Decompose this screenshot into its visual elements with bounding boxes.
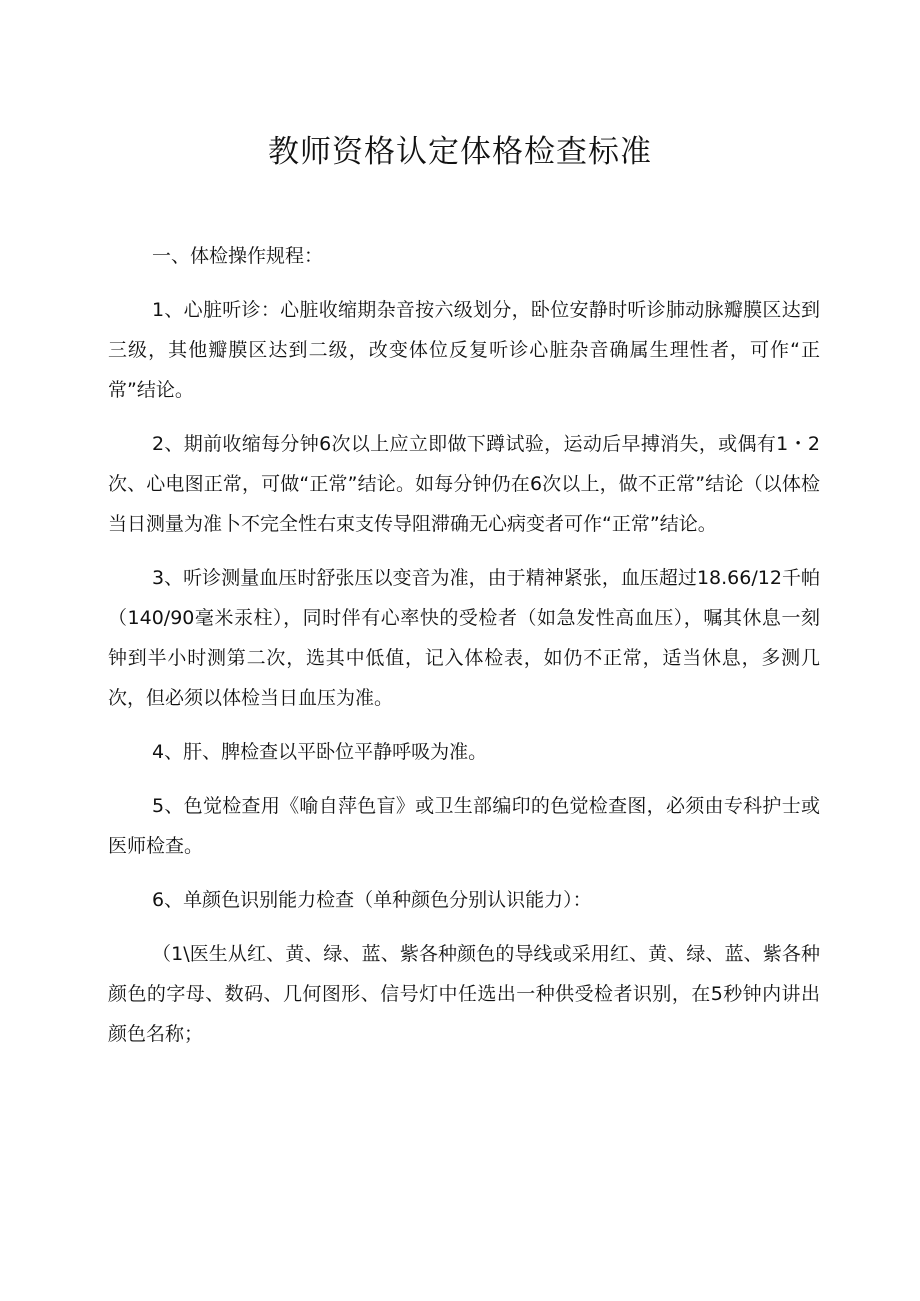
document-body xyxy=(108,236,820,1054)
paragraph: （1\医生从红、黄、绿、蓝、紫各种颜色的导线或采用红、黄、绿、蓝、紫各种颜色的字母、数码、几何图形、信号灯中任选出一种供受检者识别，在5秒钟内讲出颜色名称； xyxy=(108,943,820,1045)
paragraph: 4、肝、脾检查以平卧位平静呼吸为准。 xyxy=(152,741,488,763)
paragraph: 6、单颜色识别能力检查（单种颜色分别认识能力）： xyxy=(152,889,592,911)
paragraph: 1、心脏听诊：心脏收缩期杂音按六级划分，卧位安静时听诊肺动脉瓣膜区达到三级，其他瓣膜区达到二级，改变体位反复听诊心脏杂音确属生理性者，可作“正常”结论。 xyxy=(108,299,820,401)
page-title: 教师资格认定体格检查标准 xyxy=(268,134,652,170)
paragraph: 2、期前收缩每分钟6次以上应立即做下蹲试验，运动后早搏消失，或偶有1・2次、心电图正常，可做“正常”结论。如每分钟仍在6次以上，做不正常”结论（以体检当日测量为准卜不完全性右束支传导阻滞确无心病变者可作“正常”结论。 xyxy=(108,433,820,535)
paragraph: 5、色觉检查用《喻自萍色盲》或卫生部编印的色觉检查图，必须由专科护士或医师检查。 xyxy=(108,795,820,857)
section-heading: 一、体检操作规程： xyxy=(152,245,324,267)
paragraph: 3、听诊测量血压时舒张压以变音为准，由于精神紧张，血压超过18.66/12千帕（140/90毫米汞柱），同时伴有心率快的受检者（如急发性高血压），嘱其休息一刻钟到半小时测第二次，选其中低值，记入体检表，如仍不正常，适当休息，多测几次，但必须以体检当日血压为准。 xyxy=(108,567,820,709)
